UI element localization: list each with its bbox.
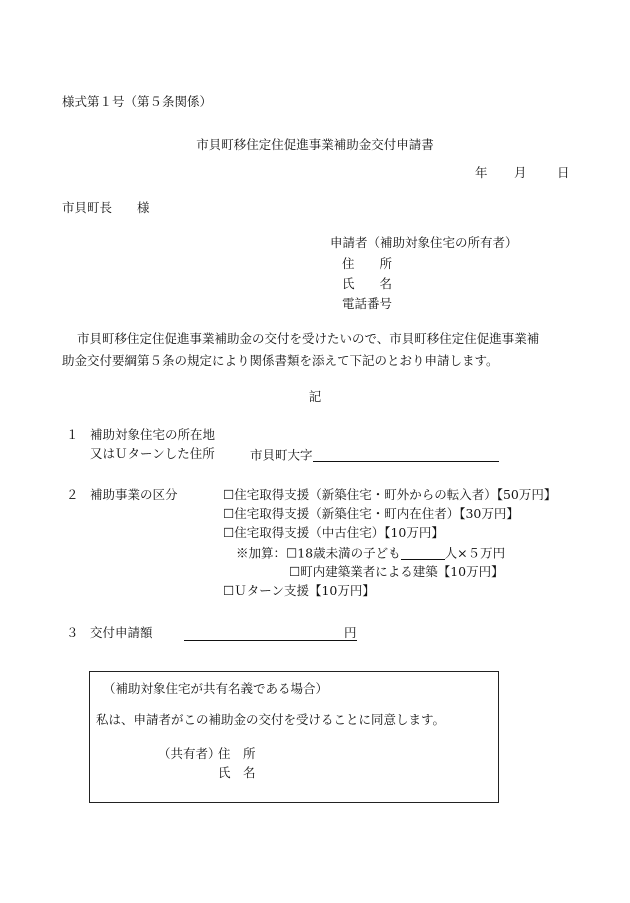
form-title: 市貝町移住定住促進事業補助金交付申請書 xyxy=(196,137,434,152)
item1-number: １ xyxy=(66,427,79,442)
item1-address-field[interactable] xyxy=(250,448,499,462)
applicant-address-label: 住 所 xyxy=(342,256,393,271)
item1-prefix: 市貝町大字 xyxy=(250,447,313,463)
option-new-house-resident[interactable]: ☐住宅取得支援（新築住宅・町内在住者）【30万円】 xyxy=(223,506,519,521)
date-day: 日 xyxy=(557,165,570,180)
addressee: 市貝町長 様 xyxy=(62,200,150,215)
item3-number: ３ xyxy=(66,625,79,640)
amount-field[interactable] xyxy=(184,627,357,641)
applicant-heading: 申請者（補助対象住宅の所有者） xyxy=(330,235,518,250)
coowner-statement: 私は、申請者がこの補助金の交付を受けることに同意します。 xyxy=(96,712,446,727)
addition-children-option[interactable]: ☐18歳未満の子ども xyxy=(286,545,401,561)
item1-address-blank[interactable] xyxy=(313,448,499,462)
amount-unit: 円 xyxy=(344,625,357,640)
applicant-phone-label: 電話番号 xyxy=(342,296,393,311)
coowner-heading: （補助対象住宅が共有名義である場合） xyxy=(103,681,329,696)
ki-marker: 記 xyxy=(308,389,322,404)
form-number: 様式第１号（第５条関係） xyxy=(62,94,213,109)
option-used-house[interactable]: ☐住宅取得支援（中古住宅）【10万円】 xyxy=(223,525,444,540)
addition-row-children xyxy=(236,546,505,560)
item3-label: 交付申請額 xyxy=(90,625,153,640)
amount-blank[interactable] xyxy=(184,627,344,641)
item2-label: 補助事業の区分 xyxy=(90,487,178,502)
item2-number: ２ xyxy=(66,487,79,502)
applicant-name-label: 氏 名 xyxy=(342,276,393,291)
date-month: 月 xyxy=(514,165,527,180)
body-text-line1: 市貝町移住定住促進事業補助金の交付を受けたいので、市貝町移住定住促進事業補 xyxy=(77,331,540,346)
date-year: 年 xyxy=(475,165,488,180)
item1-sublabel: 又はＵターンした住所 xyxy=(90,446,215,461)
option-new-house-outside[interactable]: ☐住宅取得支援（新築住宅・町外からの転入者）【50万円】 xyxy=(223,487,557,502)
coowner-name-label: 氏 名 xyxy=(218,765,256,780)
item1-label: 補助対象住宅の所在地 xyxy=(90,427,216,442)
addition-local-builder-option[interactable]: ☐町内建築業者による建築【10万円】 xyxy=(289,564,504,579)
addition-label: ※加算： xyxy=(236,545,287,561)
body-text-line2: 助金交付要綱第５条の規定により関係書類を添えて下記のとおり申請します。 xyxy=(62,353,499,368)
coowner-label: （共有者） xyxy=(158,746,221,761)
coowner-address-label: 住 所 xyxy=(218,746,256,761)
children-count-blank[interactable] xyxy=(401,546,445,560)
addition-children-rate: 人×５万円 xyxy=(444,545,506,561)
option-uturn[interactable]: ☐Ｕターン支援【10万円】 xyxy=(223,583,375,598)
